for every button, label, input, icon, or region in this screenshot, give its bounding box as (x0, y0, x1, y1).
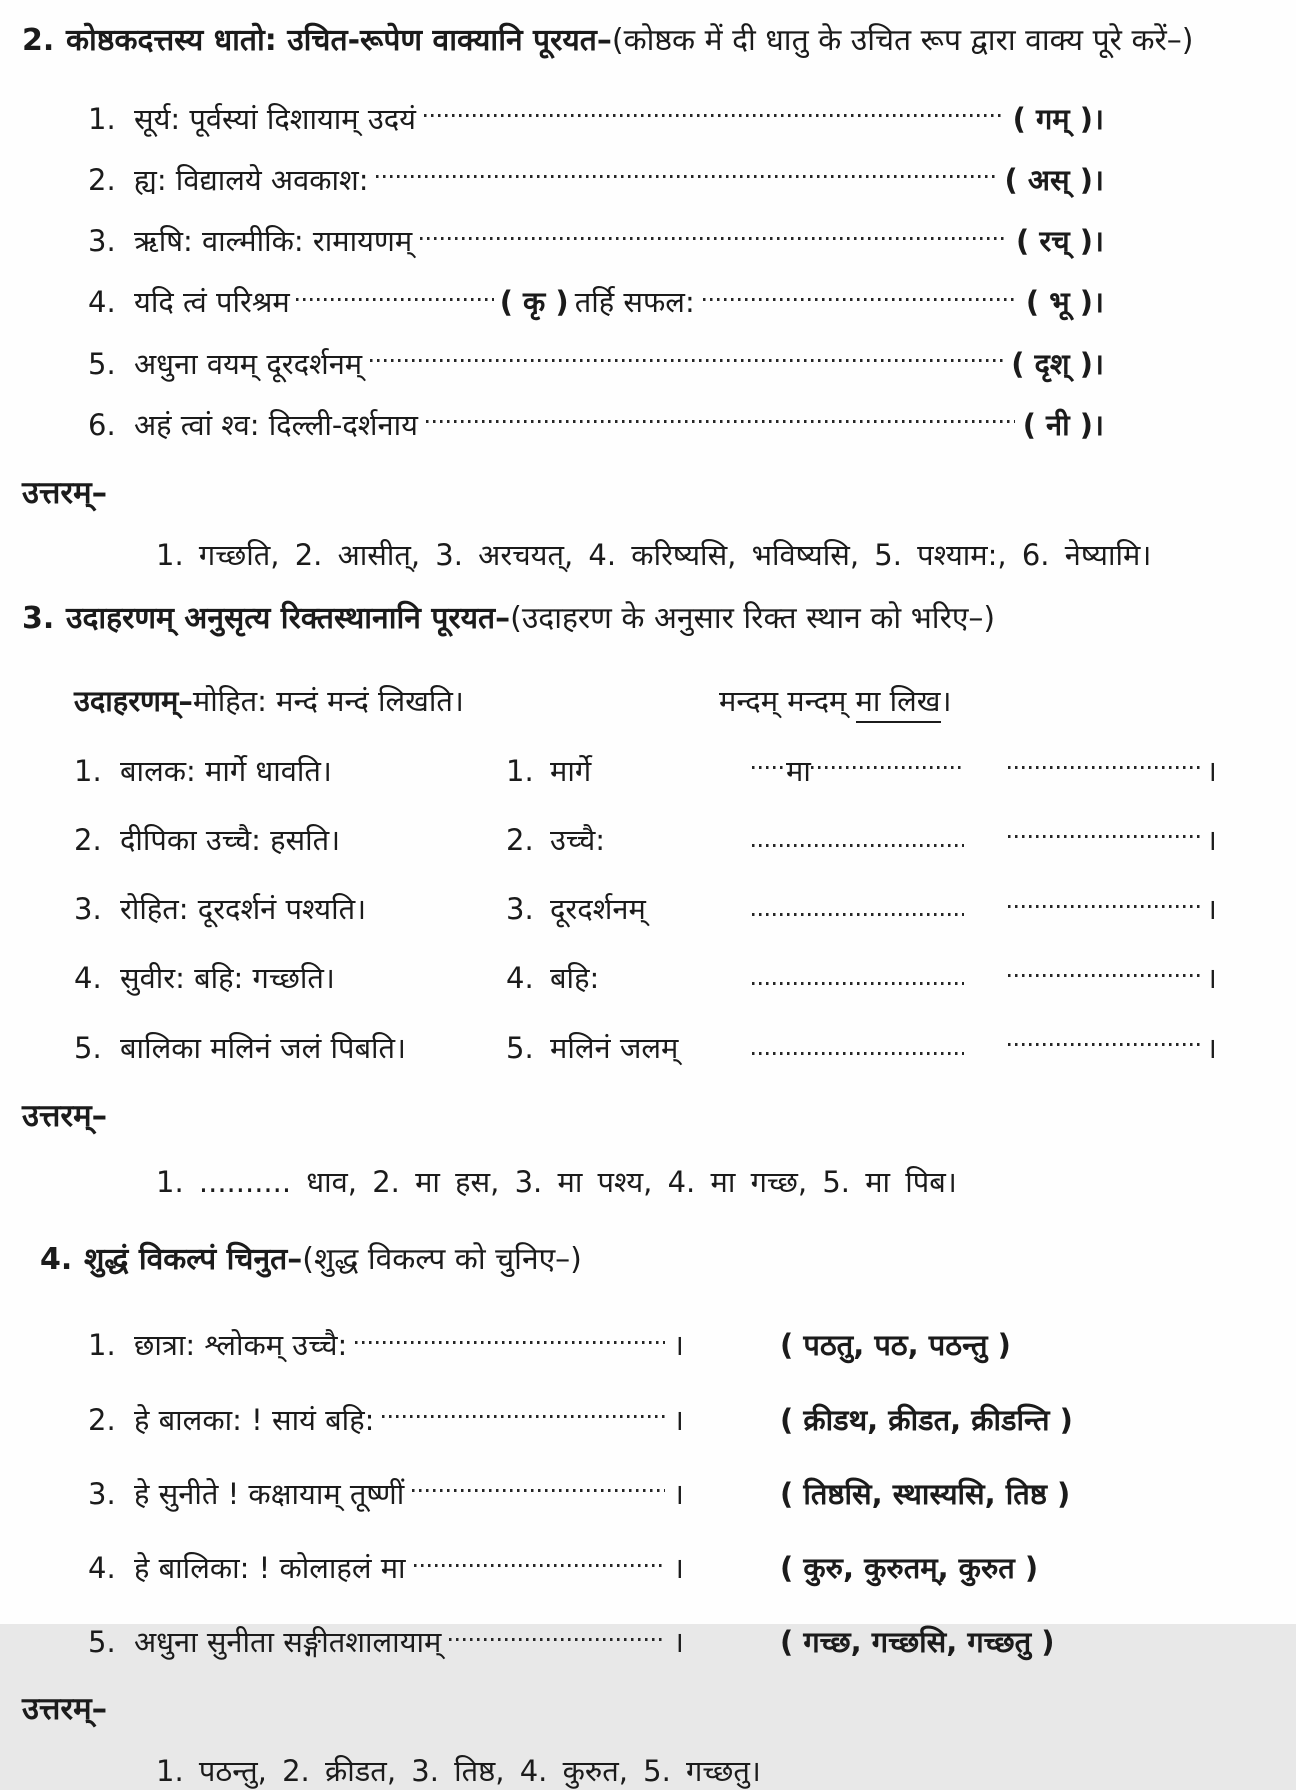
q2-answers-label: उत्तरम्– (22, 475, 108, 511)
q3-row-5-sentence-col (74, 1030, 506, 1066)
q3-row-1-sentence: बालक: मार्गे धावति। (120, 753, 332, 788)
dotted-blank (1008, 974, 1200, 977)
q4-item-3-danda: । (673, 1476, 684, 1511)
q3-row-5-number: 5. (74, 1030, 102, 1065)
dotted-blank (752, 982, 964, 985)
q4-item-1 (88, 1327, 1260, 1363)
q2-item-3-hint: ( रच् )। (1016, 224, 1104, 258)
question2-title (66, 12, 1260, 71)
q2-item-6-hint: ( नी )। (1022, 407, 1104, 442)
q3-row-4-sentence-col (74, 960, 506, 996)
q3-row-5-word-col (506, 1030, 752, 1066)
q4-item-4-left (88, 1550, 684, 1586)
question3-number: 3. (22, 601, 55, 636)
q3-answers-line: 1. .......... धाव, 2. मा हस, 3. मा पश्य, 4. मा गच्छ, 5. मा पिब। (156, 1164, 957, 1199)
q3-row-2-number: 2. (74, 822, 102, 857)
q2-item-5 (88, 346, 1104, 382)
q3-row-2-sentence-col (74, 822, 506, 858)
q3-row-4-number2: 4. (506, 961, 534, 996)
q2-item-6-text: अहं त्वां श्व: दिल्ली-दर्शनाय (134, 407, 418, 442)
dotted-blank (420, 237, 1008, 240)
q2-item-4-hint: ( भू )। (1025, 285, 1104, 320)
q2-item-4-hint-mid: ( कृ ) (499, 285, 569, 320)
dotted-blank (412, 1489, 665, 1492)
q2-item-6 (88, 407, 1104, 443)
question4-heading (40, 1231, 1260, 1290)
q3-row-1-number: 1. (74, 753, 102, 788)
q3-row-1 (74, 753, 1260, 789)
q3-row-1-blank1 (752, 753, 964, 789)
question4-title (84, 1231, 1260, 1290)
q2-item-2-hint: ( अस् )। (1004, 162, 1104, 197)
q3-row-5-danda: । (1206, 1030, 1217, 1065)
q4-item-5 (88, 1624, 1260, 1660)
q4-answers-label: उत्तरम्– (22, 1690, 108, 1727)
q3-row-5-blank1 (752, 1055, 964, 1058)
dotted-blank (426, 420, 1015, 423)
question4-number: 4. (40, 1241, 73, 1277)
q4-item-1-left (88, 1327, 684, 1363)
q4-item-2 (88, 1402, 1260, 1438)
q4-item-1-danda: । (673, 1328, 684, 1363)
dotted-blank (752, 913, 964, 916)
q3-row-4-word-col (506, 960, 752, 996)
dotted-blank (1008, 835, 1200, 838)
q4-item-5-number: 5. (88, 1625, 116, 1660)
question4-title-sanskrit: शुद्धं विकल्पं चिनुत– (84, 1241, 303, 1277)
q2-item-1 (88, 101, 1104, 137)
q4-item-4-options: ( कुरु, कुरुतम्, कुरुत ) (780, 1551, 1039, 1585)
q2-item-4 (88, 284, 1104, 320)
q3-example-label: उदाहरणम्– (74, 683, 193, 718)
q3-row-4 (74, 960, 1260, 996)
q4-item-2-danda: । (673, 1402, 684, 1437)
question3-title (66, 590, 1260, 649)
dotted-blank (376, 175, 996, 178)
q3-row-1-word-col (506, 753, 752, 789)
q2-item-1-number: 1. (88, 101, 116, 136)
q3-example-right (719, 681, 952, 720)
dotted-blank (703, 298, 1018, 301)
q2-item-3-number: 3. (88, 224, 116, 258)
q3-row-4-danda: । (1206, 961, 1217, 996)
q3-row-3-number2: 3. (506, 892, 534, 926)
dotted-blank (414, 1564, 665, 1567)
q3-row-2-number2: 2. (506, 822, 534, 857)
q4-item-3-left (88, 1476, 684, 1512)
dotted-blank (424, 114, 1005, 117)
dotted-blank (1008, 1043, 1200, 1046)
q2-item-3-text: ऋषि: वाल्मीकि: रामायणम् (134, 224, 413, 258)
dotted-blank (752, 766, 786, 769)
q4-item-4 (88, 1550, 1260, 1586)
question2-number: 2. (22, 23, 55, 58)
q3-row-5-sentence: बालिका मलिनं जलं पिबति। (120, 1030, 407, 1065)
q3-row-1-danda: । (1206, 753, 1217, 788)
dotted-blank (296, 298, 494, 301)
q2-item-2-text: ह्य: विद्यालये अवकाश: (134, 162, 369, 197)
q4-item-3-options: ( तिष्ठसि, स्थास्यसि, तिष्ठ ) (780, 1476, 1071, 1511)
q4-item-1-text: छात्रा: श्लोकम् उच्चै: (134, 1328, 348, 1363)
q4-item-4-number: 4. (88, 1551, 116, 1585)
q2-item-4-text2: तर्हि सफल: (574, 285, 695, 320)
q3-example-row (74, 681, 1260, 720)
q3-row-2-word: उच्चै: (550, 822, 606, 857)
dotted-blank (1008, 905, 1200, 908)
dotted-blank (1008, 766, 1200, 769)
q3-row-4-number: 4. (74, 961, 102, 996)
q2-item-5-text: अधुना वयम् दूरदर्शनम् (134, 346, 363, 381)
q4-item-4-danda: । (673, 1551, 684, 1585)
q4-answers-line: 1. पठन्तु, 2. क्रीडत, 3. तिष्ठ, 4. कुरुत, 5. गच्छतु। (156, 1753, 761, 1788)
q4-item-5-left (88, 1624, 684, 1660)
q3-row-3-word: दूरदर्शनम् (550, 892, 646, 926)
q3-row-4-word: बहि: (550, 961, 600, 996)
q3-row-4-blank1 (752, 985, 964, 988)
q3-row-5-number2: 5. (506, 1030, 534, 1065)
q3-row-3-number: 3. (74, 892, 102, 926)
q3-example-right-danda: । (940, 683, 952, 718)
dotted-blank (811, 766, 964, 769)
question4-title-hindi: (शुद्ध विकल्प को चुनिए–) (302, 1241, 582, 1277)
q4-item-1-number: 1. (88, 1328, 116, 1363)
q4-item-3 (88, 1476, 1260, 1512)
question2-heading (22, 12, 1260, 71)
q4-item-3-text: हे सुनीते ! कक्षायाम् तूष्णीं (134, 1476, 405, 1511)
q3-answers-label: उत्तरम्– (22, 1097, 108, 1134)
q4-item-1-options: ( पठतु, पठ, पठन्तु ) (780, 1328, 1011, 1363)
q3-row-2-word-col (506, 822, 752, 858)
q4-item-5-options: ( गच्छ, गच्छसि, गच्छतु ) (780, 1625, 1055, 1660)
q3-row-3-danda: । (1206, 892, 1217, 926)
dotted-blank (752, 844, 964, 847)
q3-row-5-word: मलिनं जलम् (550, 1030, 679, 1065)
question3-title-sanskrit: उदाहरणम् अनुसृत्य रिक्तस्थानानि पूरयत– (66, 601, 511, 636)
q2-item-2-number: 2. (88, 162, 116, 197)
q3-example-left-sentence: मोहित: मन्दं मन्दं लिखति। (192, 683, 464, 718)
q3-row-3-sentence: रोहित: दूरदर्शनं पश्यति। (120, 892, 367, 926)
q3-row-3-word-col (506, 891, 752, 927)
q3-row-3-blank1 (752, 916, 964, 919)
q2-item-1-text: सूर्य: पूर्वस्यां दिशायाम् उदयं (134, 101, 416, 136)
q3-row-2-danda: । (1206, 822, 1217, 857)
q2-item-1-hint: ( गम् )। (1012, 101, 1104, 136)
q2-item-5-number: 5. (88, 346, 116, 381)
question2-title-hindi: (कोष्ठक में दी धातु के उचित रूप द्वारा वाक्य पूरे करें–) (611, 23, 1194, 58)
dotted-blank (355, 1341, 665, 1344)
question2-title-sanskrit: कोष्ठकदत्तस्य धातो: उचित-रूपेण वाक्यानि पूरयत– (66, 23, 612, 58)
q4-item-2-left (88, 1402, 684, 1438)
q2-item-2 (88, 162, 1104, 198)
q4-item-5-text: अधुना सुनीता सङ्गीतशालायाम् (134, 1625, 442, 1660)
q3-row-2 (74, 822, 1260, 858)
q3-row-2-sentence: दीपिका उच्चै: हसति। (120, 822, 341, 857)
q3-row-5 (74, 1030, 1260, 1066)
q3-row-1-word: मार्गे (550, 753, 592, 788)
q4-item-2-text: हे बालका: ! सायं बहि: (134, 1402, 375, 1437)
q2-item-6-number: 6. (88, 407, 116, 442)
q3-row-1-sentence-col (74, 753, 506, 789)
q2-item-4-number: 4. (88, 285, 116, 320)
q4-item-5-danda: । (673, 1625, 684, 1660)
q3-row-1-fill: मा (786, 753, 811, 788)
q4-item-3-number: 3. (88, 1476, 116, 1511)
q2-answers-line: 1. गच्छति, 2. आसीत्, 3. अरचयत्, 4. करिष्यसि, भविष्यसि, 5. पश्याम:, 6. नेष्यामि। (156, 538, 1152, 572)
q2-item-4-text: यदि त्वं परिश्रम (134, 285, 290, 320)
dotted-blank (752, 1052, 964, 1055)
q2-item-5-hint: ( दृश् )। (1011, 346, 1104, 381)
dotted-blank (449, 1638, 665, 1641)
q3-row-2-blank1 (752, 847, 964, 850)
question3-heading (22, 590, 1260, 649)
q4-item-4-text: हे बालिका: ! कोलाहलं मा (134, 1551, 406, 1585)
q3-row-3 (74, 891, 1260, 927)
dotted-blank (370, 359, 1003, 362)
q4-item-2-options: ( क्रीडथ, क्रीडत, क्रीडन्ति ) (780, 1402, 1073, 1437)
q3-row-1-number2: 1. (506, 753, 534, 788)
question3-title-hindi: (उदाहरण के अनुसार रिक्त स्थान को भरिए–) (510, 601, 996, 636)
q4-item-2-number: 2. (88, 1402, 116, 1437)
q3-example-right-pre: मन्दम् मन्दम् (719, 683, 856, 718)
q2-item-3 (88, 223, 1104, 259)
q3-row-4-sentence: सुवीर: बहि: गच्छति। (120, 961, 335, 996)
q3-example-left (74, 681, 719, 720)
q3-example-right-underlined: मा लिख (856, 684, 941, 723)
q3-row-3-sentence-col (74, 891, 506, 927)
dotted-blank (382, 1415, 665, 1418)
